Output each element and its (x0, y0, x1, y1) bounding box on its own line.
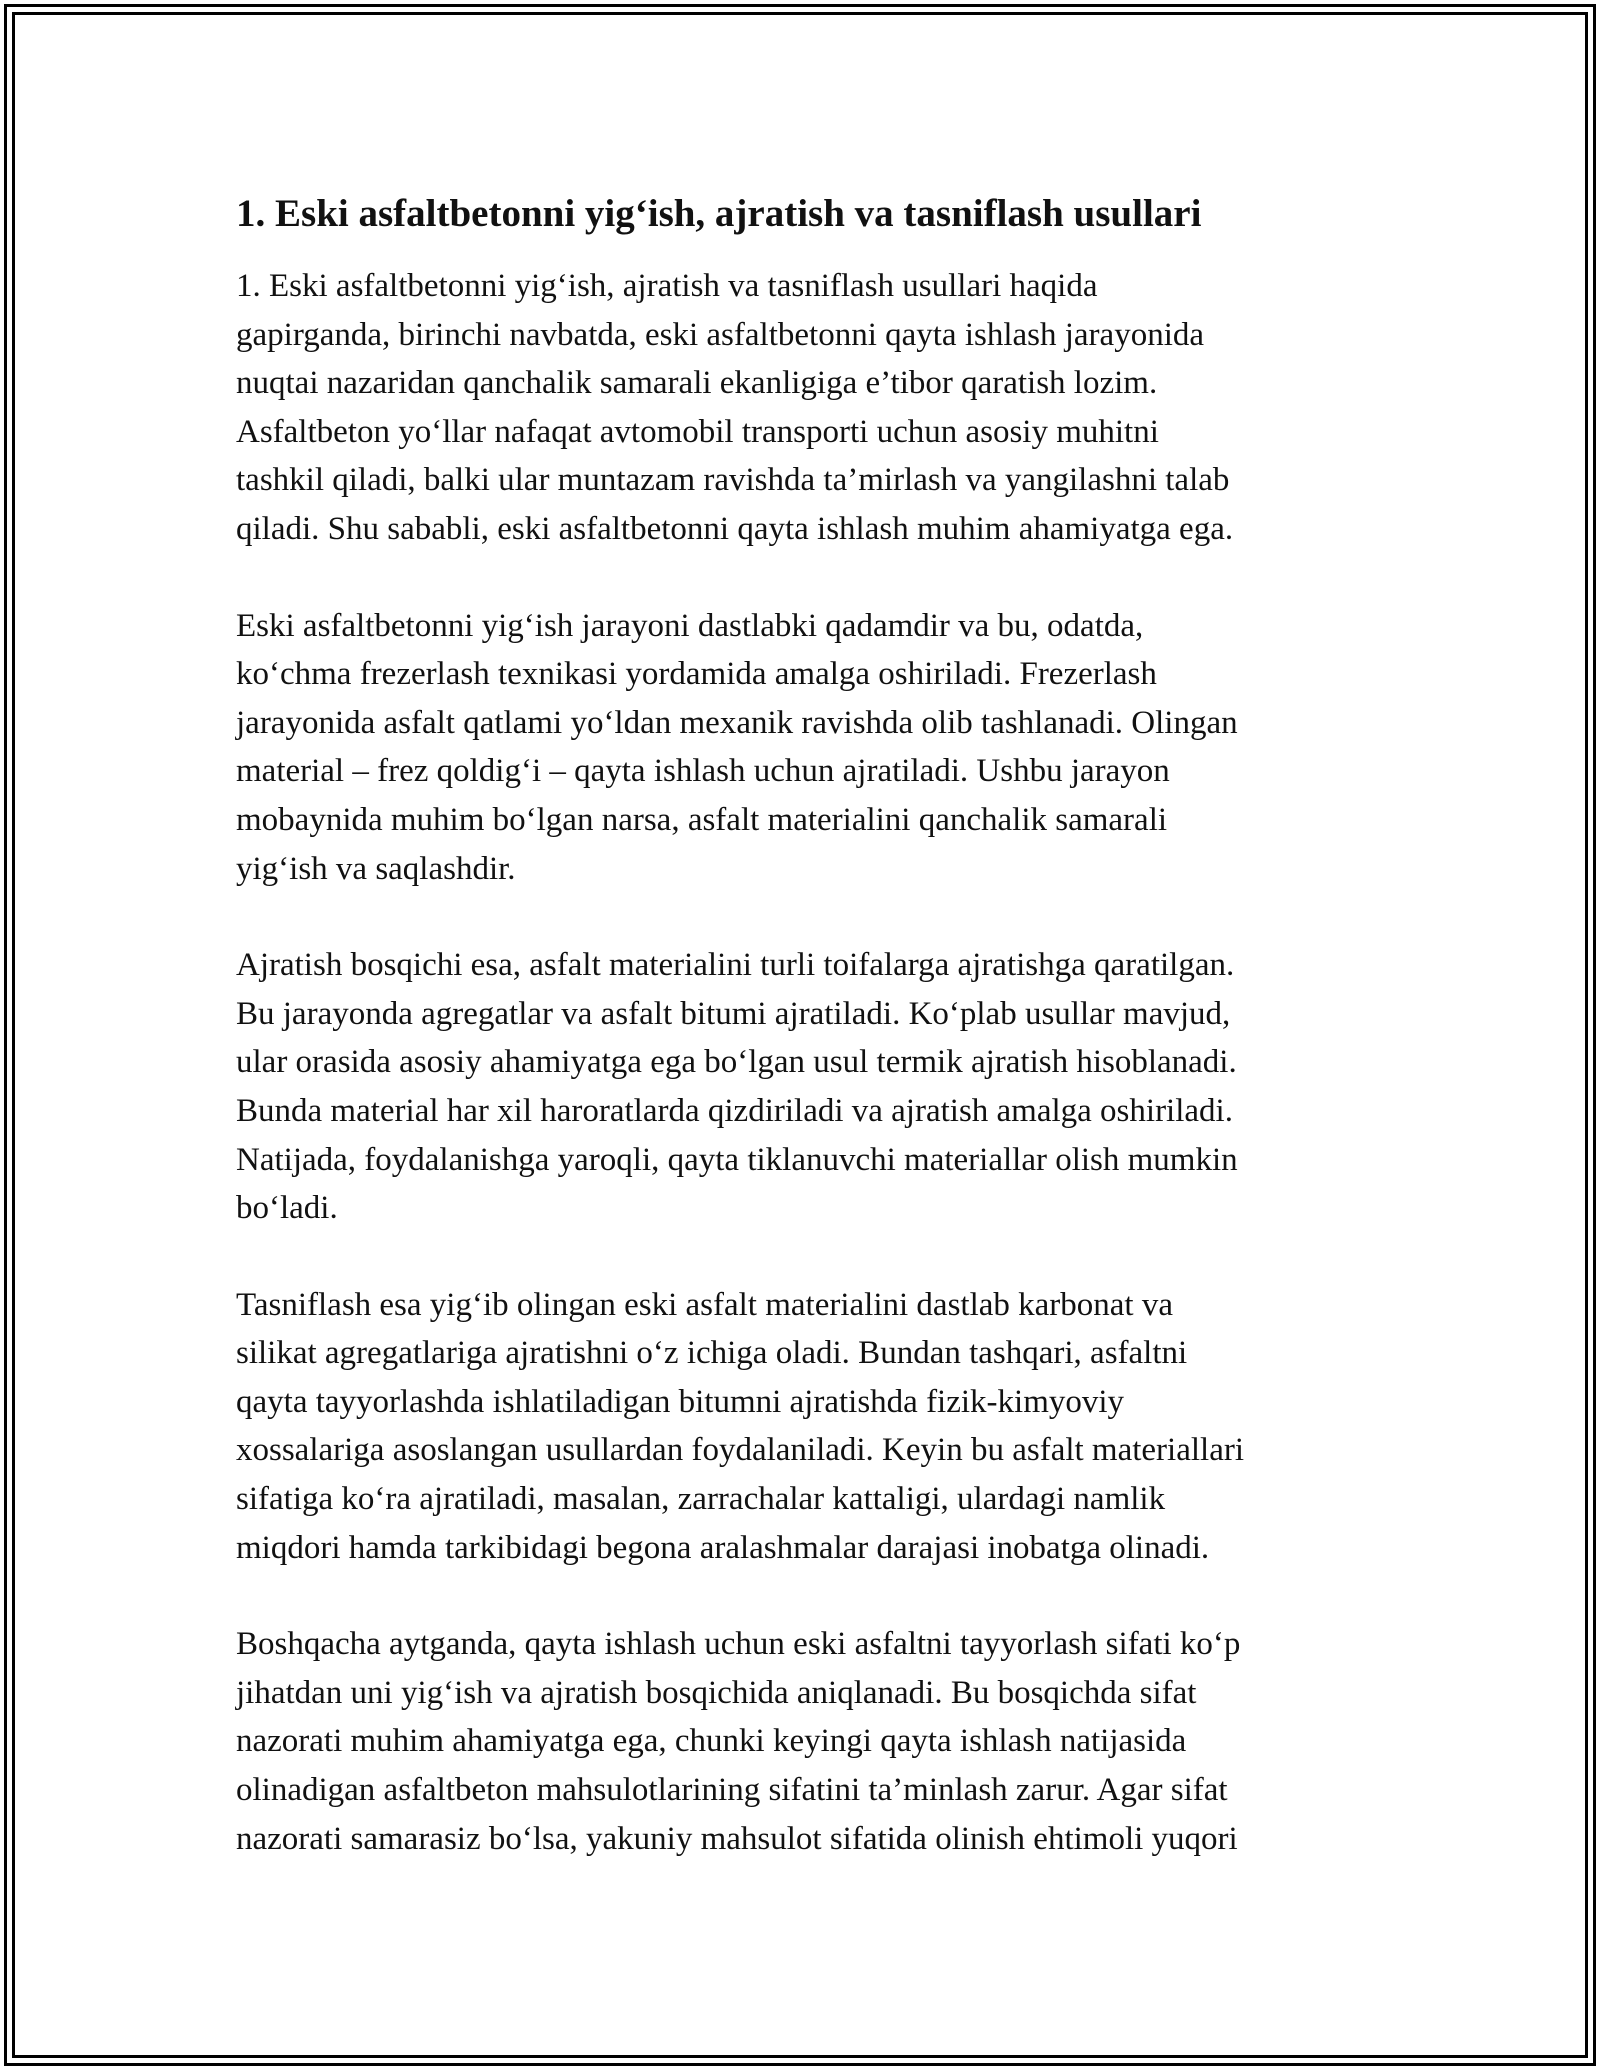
paragraph-3: Ajratish bosqichi esa, asfalt materialini turli toifalarga ajratishga qaratilgan. Bu jarayonda agregatlar va asfalt bitumi ajratiladi. Ko‘plab usullar mavjud, ular orasida asosiy ahamiyatga ega bo‘lgan usul termik ajratish hisoblanadi. Bunda material har xil haroratlarda qizdiriladi va ajratish amalga oshiriladi. Natijada, foydalanishga yaroqli, qayta tiklanuvchi materiallar olish mumkin bo‘ladi. (236, 947, 1238, 1227)
paragraph-1: 1. Eski asfaltbetonni yig‘ish, ajratish va tasniflash usullari haqida gapirganda, birinchi navbatda, eski asfaltbetonni qayta ishlash jarayonida nuqtai nazaridan qanchalik samarali ekanligiga e’tibor qaratish lozim. Asfaltbeton yo‘llar nafaqat avtomobil transporti uchun asosiy muhitni tashkil qiladi, balki ular muntazam ravishda ta’mirlash va yangilashni talab qiladi. Shu sababli, eski asfaltbetonni qayta ishlash muhim ahamiyatga ega. (236, 268, 1234, 547)
paragraph-list (236, 262, 1366, 1863)
paragraph-5: Boshqacha aytganda, qayta ishlash uchun eski asfaltni tayyorlash sifati ko‘p jihatdan uni yig‘ish va ajratish bosqichida aniqlanadi. Bu bosqichda sifat nazorati muhim ahamiyatga ega, chunki keyingi qayta ishlash natijasida olinadigan asfaltbeton mahsulotlarining sifatini ta’minlash zarur. Agar sifat nazorati samarasiz bo‘lsa, yakuniy mahsulot sifatida olinish ehtimoli yuqori (236, 1626, 1241, 1857)
document-body (236, 186, 1366, 1911)
paragraph-4: Tasniflash esa yig‘ib olingan eski asfalt materialini dastlab karbonat va silikat agregatlariga ajratishni o‘z ichiga oladi. Bundan tashqari, asfaltni qayta tayyorlashda ishlatiladigan bitumni ajratishda fizik-kimyoviy xossalariga asoslangan usullardan foydalaniladi. Keyin bu asfalt materiallari sifatiga ko‘ra ajratiladi, masalan, zarrachalar kattaligi, ulardagi namlik miqdori hamda tarkibidagi begona aralashmalar darajasi inobatga olinadi. (236, 1286, 1244, 1566)
document-title: 1. Eski asfaltbetonni yig‘ish, ajratish va tasniflash usullari (236, 192, 1202, 235)
paragraph-2: Eski asfaltbetonni yig‘ish jarayoni dastlabki qadamdir va bu, odatda, ko‘chma frezerlash texnikasi yordamida amalga oshiriladi. Frezerlash jarayonida asfalt qatlami yo‘ldan mexanik ravishda olib tashlanadi. Olingan material – frez qoldig‘i – qayta ishlash uchun ajratiladi. Ushbu jarayon mobaynida muhim bo‘lgan narsa, asfalt materialini qanchalik samarali yig‘ish va saqlashdir. (236, 607, 1238, 887)
